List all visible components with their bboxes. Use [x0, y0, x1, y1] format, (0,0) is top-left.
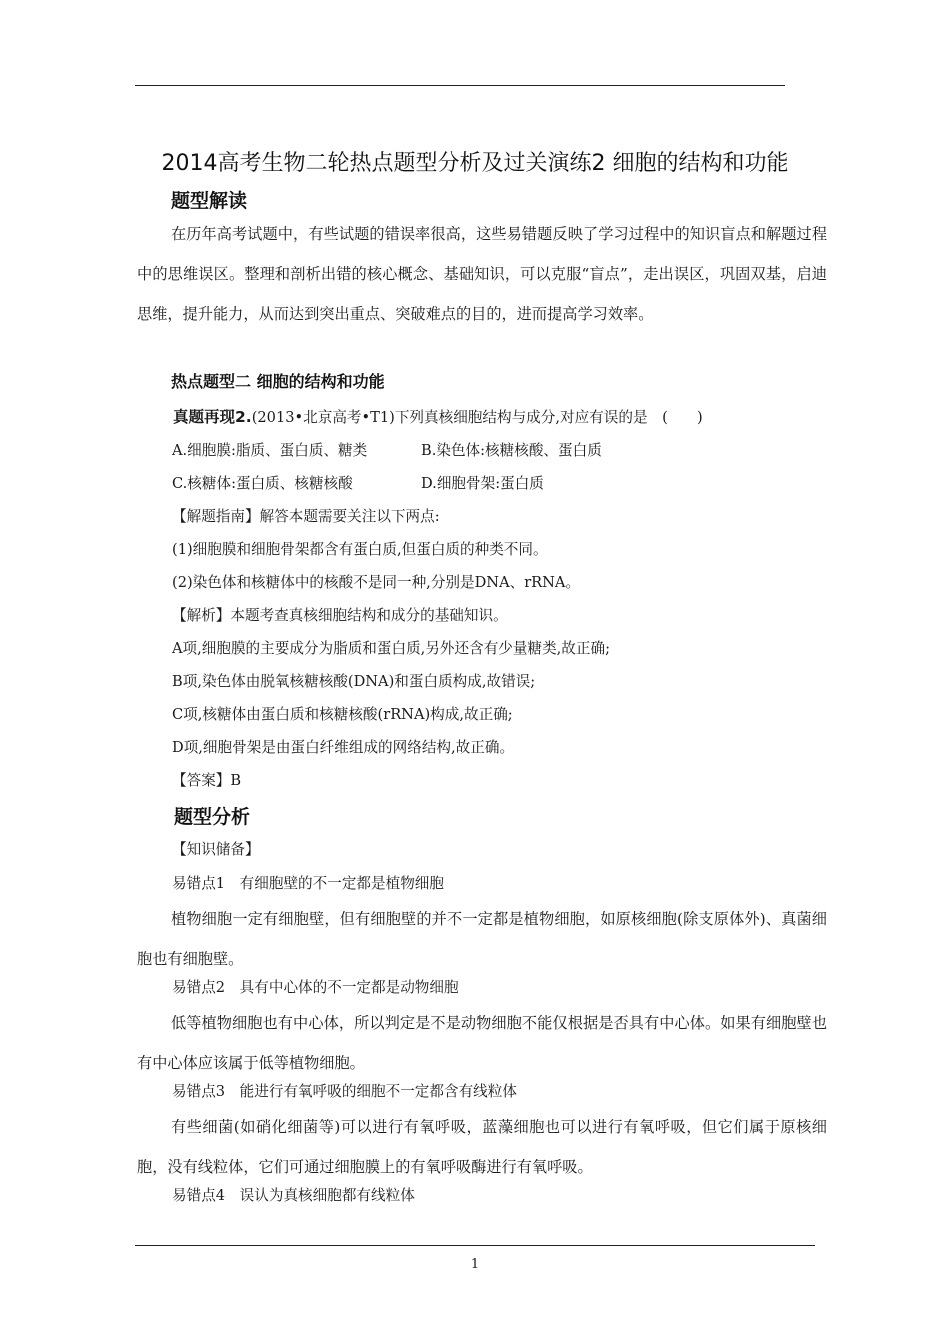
option-c: C.核糖体:蛋白质、核糖核酸 [172, 475, 353, 492]
question-label: 真题再现2. [173, 408, 252, 426]
point-text: 有些细菌(如硝化细菌等)可以进行有氧呼吸，蓝藻细胞也可以进行有氧呼吸，但它们属于原核细胞，没有线粒体，它们可通过细胞膜上的有氧呼吸酶进行有氧呼吸。 [137, 1118, 827, 1176]
intro-paragraph: 在历年高考试题中，有些试题的错误率很高，这些易错题反映了学习过程中的知识盲点和解题过程中的思维误区。整理和剖析出错的核心概念、基础知识，可以克服“盲点”，走出误区，巩固双基，启迪思维，提升能力，从而达到突出重点、突破难点的目的，进而提高学习效率。 [137, 225, 827, 323]
option-d: D.细胞骨架:蛋白质 [421, 475, 544, 492]
point-heading: 易错点1 有细胞壁的不一定都是植物细胞 [172, 875, 444, 892]
point-text: 植物细胞一定有细胞壁，但有细胞壁的并不一定都是植物细胞，如原核细胞(除支原体外)、真菌细胞也有细胞壁。 [137, 910, 827, 968]
header-rule [135, 85, 785, 86]
hot-type-heading: 热点题型二 细胞的结构和功能 [171, 372, 385, 391]
footer-rule [135, 1245, 815, 1246]
answer-line: 【答案】B [172, 772, 242, 789]
option-a: A.细胞膜:脂质、蛋白质、糖类 [172, 442, 368, 459]
analysis-item: C项,核糖体由蛋白质和核糖核酸(rRNA)构成,故正确; [172, 706, 513, 723]
analysis-item: B项,染色体由脱氧核糖核酸(DNA)和蛋白质构成,故错误; [172, 673, 536, 690]
point-heading: 易错点2 具有中心体的不一定都是动物细胞 [172, 979, 459, 996]
analysis-title: 【解析】本题考查真核细胞结构和成分的基础知识。 [172, 607, 508, 624]
analysis-item: D项,细胞骨架是由蛋白纤维组成的网络结构,故正确。 [172, 739, 515, 756]
point-heading: 易错点4 误认为真核细胞都有线粒体 [172, 1187, 415, 1204]
point-heading: 易错点3 能进行有氧呼吸的细胞不一定都含有线粒体 [172, 1083, 517, 1100]
document-title: 2014高考生物二轮热点题型分析及过关演练2 细胞的结构和功能 [161, 151, 789, 176]
guide-point: (1)细胞膜和细胞骨架都含有蛋白质,但蛋白质的种类不同。 [172, 541, 548, 558]
guide-point: (2)染色体和核糖体中的核酸不是同一种,分别是DNA、rRNA。 [172, 574, 581, 591]
question-line [173, 405, 703, 427]
knowledge-title: 【知识储备】 [172, 841, 260, 858]
section-heading-reading: 题型解读 [171, 190, 248, 212]
question-stem: (2013•北京高考•T1)下列真核细胞结构与成分,对应有误的是 ( ) [251, 409, 703, 426]
point-text: 低等植物细胞也有中心体，所以判定是不是动物细胞不能仅根据是否具有中心体。如果有细胞壁也有中心体应该属于低等植物细胞。 [137, 1014, 827, 1072]
page-number: 1 [470, 1257, 480, 1272]
guide-title: 【解题指南】解答本题需要关注以下两点: [172, 508, 440, 525]
section-heading-analysis: 题型分析 [174, 806, 251, 828]
analysis-item: A项,细胞膜的主要成分为脂质和蛋白质,另外还含有少量糖类,故正确; [172, 640, 611, 657]
option-b: B.染色体:核糖核酸、蛋白质 [421, 442, 602, 459]
